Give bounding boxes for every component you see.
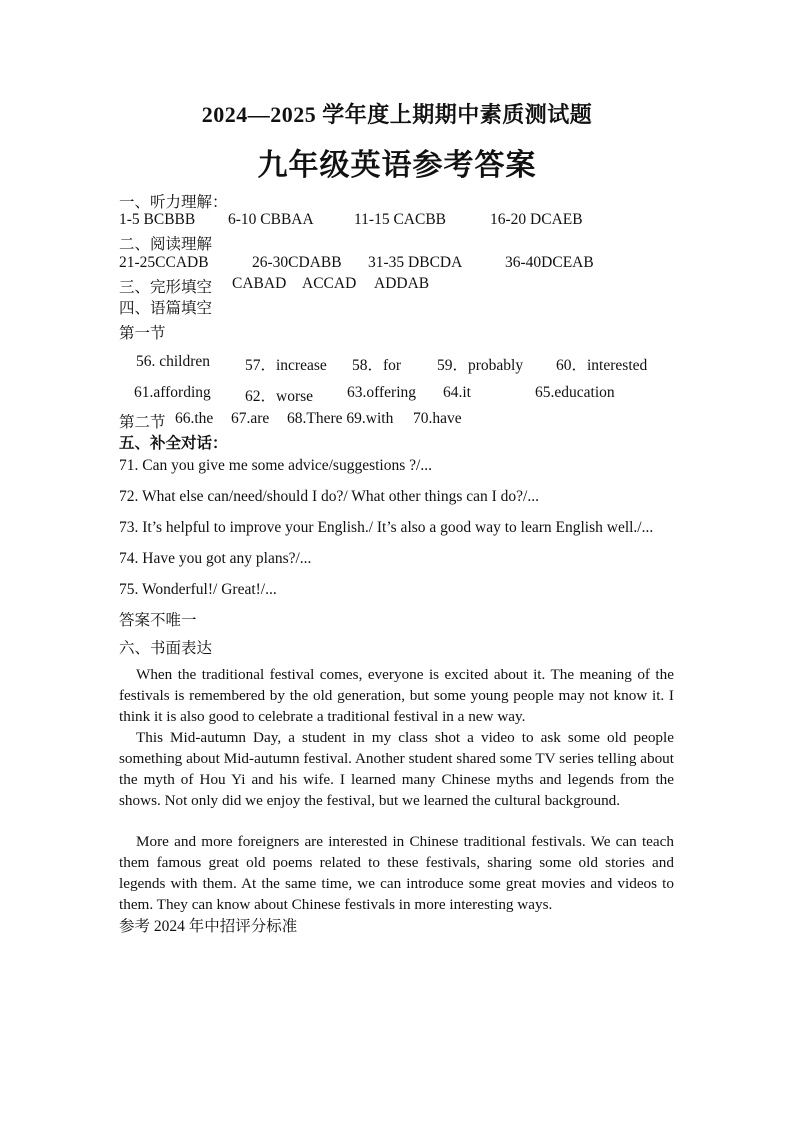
answer-group: 1-5 BCBBB: [119, 211, 196, 228]
answer-group: 26-30CDABB: [252, 254, 342, 271]
answer-item: 63.offering: [347, 384, 417, 401]
section-heading-cloze: 三、完形填空: [119, 279, 213, 296]
dialogue-answer: 73. It’s helpful to improve your English./ It’s also a good way to learn English well./...: [119, 519, 654, 536]
page-subtitle: 九年级英语参考答案: [257, 149, 537, 182]
answer-item: 61.affording: [134, 384, 211, 401]
part-label: 第一节: [119, 325, 166, 342]
essay-paragraph: More and more foreigners are interested in Chinese traditional festivals. We can teach them famous great old poems related to these festivals, sharing some old stories and legends with them. At the same time, we can introduce some great movies and videos to them. They can know about Chinese festivals in more interesting ways.: [119, 833, 674, 913]
answer-group: 6-10 CBBAA: [228, 211, 314, 228]
answer-group: 31-35 DBCDA: [368, 254, 463, 271]
section-heading-reading: 二、阅读理解: [119, 236, 213, 253]
dialogue-answer: 71. Can you give me some advice/suggestions ?/...: [119, 457, 432, 474]
section-heading-dialogue: 五、补全对话：: [119, 435, 228, 452]
essay-paragraph: When the traditional festival comes, everyone is excited about it. The meaning of the festivals is remembered by the old generation, but some young people may not know it. I think it is also good to celebrate a traditional festival in a new way.: [119, 666, 674, 725]
essay-paragraph: This Mid-autumn Day, a student in my class shot a video to ask some old people something about Mid-autumn festival. Another student shared some TV series telling about the myth of Hou Yi and his wife. I learned many Chinese myths and legends from the shows. Not only did we enjoy the festival, but we learned the cultural background.: [119, 729, 674, 809]
answer-item: 58．for: [352, 357, 402, 374]
answer-group: 21-25CCADB: [119, 254, 209, 271]
dialogue-answer: 72. What else can/need/should I do?/ What other things can I do?/...: [119, 488, 539, 505]
page-title: 2024—2025 学年度上期期中素质测试题: [201, 102, 593, 127]
dialogue-answer: 75. Wonderful!/ Great!/...: [119, 581, 277, 598]
answer-group: 16-20 DCAEB: [490, 211, 583, 228]
answer-note: 答案不唯一: [119, 612, 197, 629]
dialogue-answer: 74. Have you got any plans?/...: [119, 550, 312, 567]
answer-group: ACCAD: [302, 275, 357, 292]
answer-item: 70.have: [413, 410, 462, 427]
answer-item: 62．worse: [245, 388, 314, 405]
answer-group: 11-15 CACBB: [354, 211, 447, 228]
scoring-note: 参考 2024 年中招评分标准: [119, 918, 298, 935]
answer-item: 64.it: [443, 384, 471, 401]
answer-item: 67.are: [231, 410, 270, 427]
answer-group: CABAD: [232, 275, 287, 292]
answer-item: 60．interested: [556, 357, 648, 374]
answer-item: 68.There 69.with: [287, 410, 394, 427]
answer-item: 57．increase: [245, 357, 327, 374]
answer-group: 36-40DCEAB: [505, 254, 594, 271]
section-heading-listening: 一、听力理解：: [119, 194, 228, 211]
section-heading-writing: 六、书面表达: [119, 640, 213, 657]
answer-group: ADDAB: [374, 275, 430, 292]
answer-item: 65.education: [535, 384, 615, 401]
section-heading-passage-fill: 四、语篇填空: [119, 300, 213, 317]
answer-item: 66.the: [175, 410, 214, 427]
answer-item: 56. children: [136, 353, 211, 370]
answer-item: 59．probably: [437, 357, 524, 374]
part-label: 第二节: [119, 414, 166, 431]
